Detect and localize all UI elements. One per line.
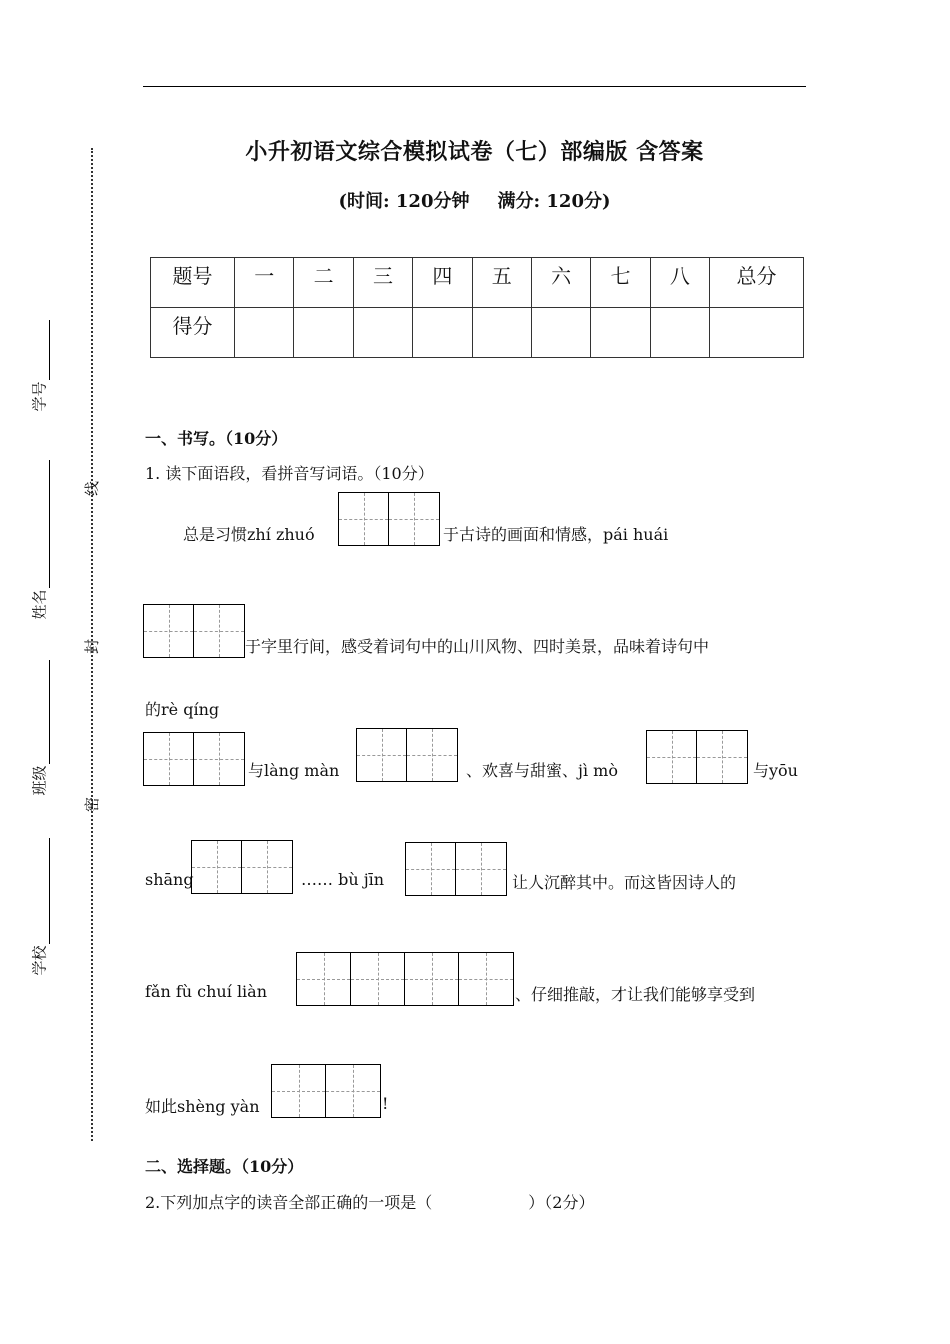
grid-cell[interactable] bbox=[389, 493, 439, 545]
answer-grid-shengyan[interactable] bbox=[271, 1064, 381, 1118]
score-table bbox=[150, 257, 804, 358]
score-table-score-row bbox=[151, 308, 804, 358]
score-entry-cell[interactable] bbox=[591, 308, 650, 358]
time-info: (时间: 120分钟 bbox=[338, 191, 470, 212]
score-entry-cell[interactable] bbox=[531, 308, 590, 358]
exam-info bbox=[143, 187, 806, 213]
section1-heading: 一、书写。（10分） bbox=[145, 429, 288, 448]
name-label: 姓名 bbox=[30, 589, 49, 620]
grid-cell[interactable] bbox=[357, 729, 407, 781]
answer-grid-zhizhuo[interactable] bbox=[338, 492, 440, 546]
passage-text: shāng bbox=[145, 870, 194, 889]
table-cell: 六 bbox=[531, 258, 590, 308]
score-entry-cell[interactable] bbox=[294, 308, 353, 358]
table-cell: 四 bbox=[413, 258, 472, 308]
passage-text: 于字里行间，感受着词句中的山川风物、四时美景，品味着诗句中 bbox=[245, 637, 710, 656]
grid-cell[interactable] bbox=[272, 1065, 326, 1117]
passage-text: 总是习惯zhí zhuó bbox=[183, 525, 315, 544]
passage-text: 、欢喜与甜蜜、jì mò bbox=[466, 761, 618, 780]
grid-cell[interactable] bbox=[456, 843, 506, 895]
score-entry-cell[interactable] bbox=[472, 308, 531, 358]
grid-cell[interactable] bbox=[406, 843, 456, 895]
passage-text: 如此shèng yàn bbox=[145, 1097, 260, 1116]
answer-grid-paihuai[interactable] bbox=[143, 604, 245, 658]
score-entry-cell[interactable] bbox=[235, 308, 294, 358]
grid-cell[interactable] bbox=[192, 841, 242, 893]
page-title: 小升初语文综合模拟试卷（七）部编版 含答案 bbox=[245, 140, 704, 165]
seal-mark-secret: 密 bbox=[83, 796, 102, 813]
passage-text: 、仔细推敲，才让我们能够享受到 bbox=[515, 985, 756, 1004]
score-entry-cell[interactable] bbox=[413, 308, 472, 358]
score-entry-cell[interactable] bbox=[650, 308, 709, 358]
grid-cell[interactable] bbox=[144, 733, 194, 785]
table-cell: 五 bbox=[472, 258, 531, 308]
school-label: 学校 bbox=[30, 945, 49, 976]
answer-grid-fanfuchuilian[interactable] bbox=[296, 952, 514, 1006]
passage-text: 于古诗的画面和情感，pái huái bbox=[443, 525, 669, 544]
score-entry-cell[interactable] bbox=[353, 308, 412, 358]
grid-cell[interactable] bbox=[459, 953, 513, 1005]
grid-cell[interactable] bbox=[351, 953, 405, 1005]
grid-cell[interactable] bbox=[405, 953, 459, 1005]
passage-text: 让人沉醉其中。而这皆因诗人的 bbox=[512, 873, 737, 892]
full-score-info: 满分: 120分) bbox=[497, 191, 611, 212]
table-cell: 二 bbox=[294, 258, 353, 308]
table-cell: 一 bbox=[235, 258, 294, 308]
table-cell: 得分 bbox=[151, 308, 235, 358]
passage-text: 的rè qíng bbox=[145, 700, 220, 719]
passage-text: 与làng màn bbox=[248, 761, 340, 780]
school-blank bbox=[49, 838, 50, 944]
answer-grid-jimo[interactable] bbox=[646, 730, 748, 784]
question-1: 1. 读下面语段，看拼音写词语。（10分） bbox=[145, 464, 434, 483]
grid-cell[interactable] bbox=[242, 841, 292, 893]
table-cell: 总分 bbox=[710, 258, 804, 308]
grid-cell[interactable] bbox=[326, 1065, 380, 1117]
passage-text: ! bbox=[382, 1094, 389, 1113]
grid-cell[interactable] bbox=[144, 605, 194, 657]
question-2: 2.下列加点字的读音全部正确的一项是（ ）（2分） bbox=[145, 1193, 595, 1212]
table-cell: 八 bbox=[650, 258, 709, 308]
table-cell: 题号 bbox=[151, 258, 235, 308]
name-blank bbox=[49, 460, 50, 588]
answer-grid-reqing[interactable] bbox=[143, 732, 245, 786]
grid-cell[interactable] bbox=[194, 605, 244, 657]
class-label: 班级 bbox=[30, 765, 49, 796]
grid-cell[interactable] bbox=[407, 729, 457, 781]
student-id-label: 学号 bbox=[30, 381, 49, 412]
student-id-blank bbox=[49, 320, 50, 380]
passage-text: fǎn fù chuí liàn bbox=[145, 982, 268, 1001]
seal-mark-line: 线 bbox=[83, 480, 102, 497]
grid-cell[interactable] bbox=[647, 731, 697, 783]
answer-grid-youshang[interactable] bbox=[191, 840, 293, 894]
class-blank bbox=[49, 660, 50, 764]
score-table-header-row bbox=[151, 258, 804, 308]
grid-cell[interactable] bbox=[697, 731, 747, 783]
seal-mark-seal: 封 bbox=[83, 638, 102, 655]
passage-text: …… bù jīn bbox=[301, 870, 385, 889]
grid-cell[interactable] bbox=[297, 953, 351, 1005]
answer-grid-bujin[interactable] bbox=[405, 842, 507, 896]
table-cell: 七 bbox=[591, 258, 650, 308]
table-cell: 三 bbox=[353, 258, 412, 308]
header-rule bbox=[143, 86, 806, 87]
answer-grid-langman[interactable] bbox=[356, 728, 458, 782]
passage-text: 与yōu bbox=[753, 761, 798, 780]
grid-cell[interactable] bbox=[194, 733, 244, 785]
score-entry-cell[interactable] bbox=[710, 308, 804, 358]
grid-cell[interactable] bbox=[339, 493, 389, 545]
section2-heading: 二、选择题。（10分） bbox=[145, 1157, 304, 1176]
